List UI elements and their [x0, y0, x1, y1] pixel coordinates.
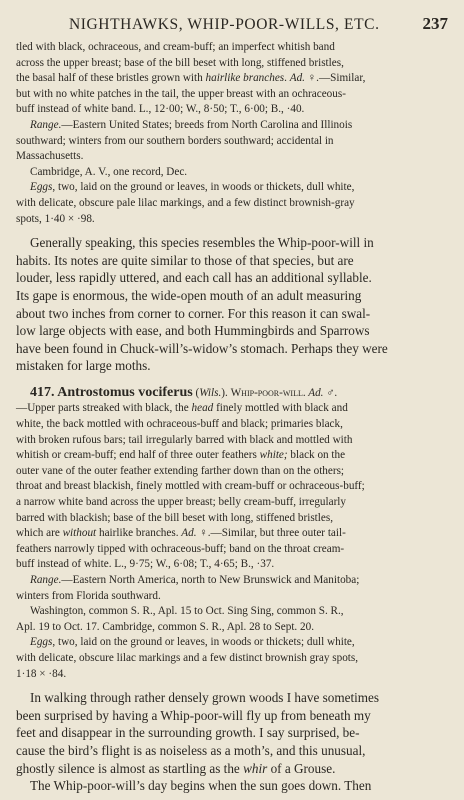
records-paragraph: Cambridge, A. V., one record, Dec. [30, 165, 188, 178]
page-header [16, 14, 448, 40]
records-paragraph-2: Washington, common S. R., Apl. 15 to Oct. Sing Sing, common S. R., Apl. 19 to Oct. 17. Cambridge, common S. R., Apl. 28 to Sept. 20. [16, 605, 344, 633]
habits-paragraph: Generally speaking, this species resembles the Whip-poor-will in habits. Its notes are quite similar to those of that species, but are louder, less rapidly uttered, and each call has an additional syllable. Its gape is enormous, the wide-open mouth of an adult measuring about two inches from corner to corner. For this reason it can swal- low large objects with ease, and both Hummingbirds and Sparrows have been found in Chuck-will’s-widow’s stomach. Perhaps they were mistaken for large moths. [16, 235, 388, 374]
behavior-paragraph: In walking through rather densely grown woods I have sometimes been surprised by having a Whip-poor-will fly up from beneath my feet and disappear in the surrounding growth. I say surprised, be- cause the bird’s flight is as noiseless as a moth’s, and this unusual, ghostly silence is almost as startling as the whir of a Grouse. [16, 690, 380, 776]
running-title: NIGHTHAWKS, WHIP-POOR-WILLS, ETC. [68, 16, 380, 33]
species-entry: 417. Antrostomus vociferus (Wils.). Whip-poor-will. Ad. ♂. —Upper parts streaked with black, the head finely mottled with black and white, the back mottled with ochraceous-buff and black; primaries black, with broken rufous bars; tail irregularly barred with black and mottled with whitish or cream-buff; end half of three outer feathers white; black on the outer vane of the outer feather extending farther down than on the others; throat and breast blackish, finely mottled with cream-buff or ochraceous-buff; a narrow white band across the upper breast; belly cream-buff, irregularly barred with blackish; base of the bill beset with long, stiffened bristles, which are without hairlike branches. Ad. ♀.—Similar, but three outer tail- feathers narrowly tipped with ochraceous-buff; band on the throat cream- buff instead of white. L., 9·75; W., 6·08; T., 4·65; B., ·37. [16, 384, 365, 571]
eggs-paragraph: Eggs, two, laid on the ground or leaves, in woods or thickets, dull white, with delicate, obscure pale lilac markings, and a few distinct brownish-gray spots, 1·40 × ·98. [16, 181, 355, 225]
final-line: The Whip-poor-will’s day begins when the sun goes down. Then [30, 778, 372, 794]
range-paragraph-2: Range.—Eastern North America, north to New Brunswick and Manitoba; winters from Florida southward. [16, 574, 360, 602]
page-number: 237 [422, 14, 448, 33]
eggs-paragraph-2: Eggs, two, laid on the ground or leaves, in woods or thickets; dull white, with delicate, obscure lilac markings and a few distinct brownish gray spots, 1·18 × ·84. [16, 636, 359, 680]
description-continued: tled with black, ochraceous, and cream-buff; an imperfect whitish band across the upper breast; base of the bill beset with long, stiffened bristles, the basal half of these bristles grown with hairlike branches. Ad. ♀.—Similar, but with no white patches in the tail, the upper breast with an ochraceous- buff instead of white band. L., 12·00; W., 8·50; T., 6·00; B., ·40. [16, 41, 366, 116]
range-paragraph: Range.—Eastern United States; breeds from North Carolina and Illinois southward; winters from our southern borders southward; accidental in Massachusetts. [16, 118, 353, 163]
